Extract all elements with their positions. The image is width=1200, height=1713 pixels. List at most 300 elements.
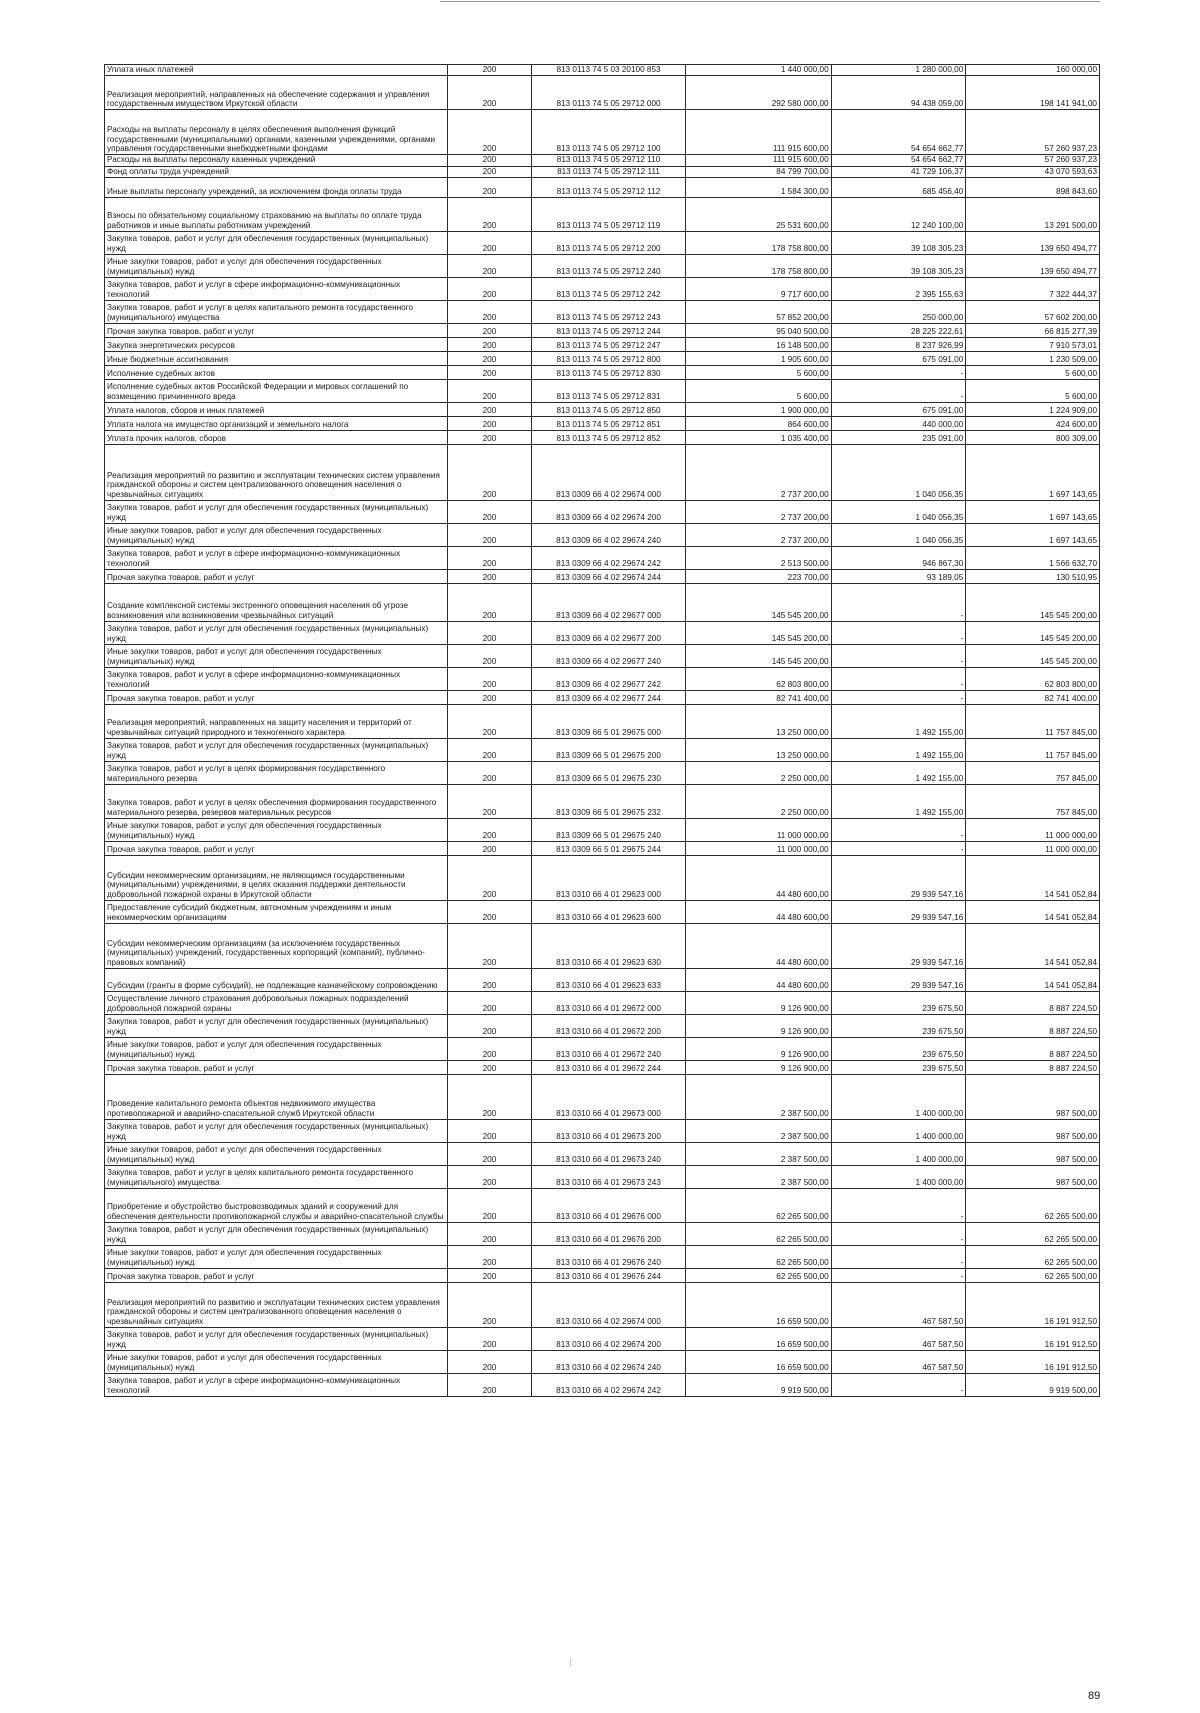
cell-rest: 8 887 224,50 <box>966 991 1100 1014</box>
cell-fact: 467 587,50 <box>831 1327 966 1350</box>
cell-rest: 1 697 143,65 <box>966 500 1100 523</box>
budget-sheet <box>104 64 1100 1397</box>
cell-rest: 1 224 909,00 <box>966 402 1100 416</box>
cell-fact: 685 456,40 <box>831 177 966 197</box>
cell-kbk: 813 0310 66 4 02 29674 240 <box>532 1350 686 1373</box>
cell-kbk: 813 0113 74 5 05 29712 112 <box>532 177 686 197</box>
cell-fact: - <box>831 621 966 644</box>
table-row <box>105 1014 1100 1037</box>
table-row <box>105 365 1100 379</box>
cell-kbk: 813 0310 66 4 01 29623 600 <box>532 900 686 923</box>
cell-name: Проведение капитального ремонта объектов недвижимого имущества противопожарной и аварийно-спасательной служб Иркутской области <box>105 1074 448 1119</box>
cell-plan: 57 852 200,00 <box>685 300 831 323</box>
cell-plan: 16 148 500,00 <box>685 337 831 351</box>
cell-name: Иные закупки товаров, работ и услуг для обеспечения государственных (муниципальных) нужд <box>105 1142 448 1165</box>
cell-kbk: 813 0309 66 4 02 29674 200 <box>532 500 686 523</box>
cell-fact: 1 040 056,35 <box>831 523 966 546</box>
cell-rest: 11 000 000,00 <box>966 818 1100 841</box>
cell-kbk: 813 0113 74 5 05 29712 243 <box>532 300 686 323</box>
cell-rest: 5 600,00 <box>966 379 1100 402</box>
table-row <box>105 197 1100 231</box>
cell-kbk: 813 0113 74 5 05 29712 000 <box>532 76 686 110</box>
page-top-rule <box>440 1 1100 2</box>
table-row <box>105 704 1100 738</box>
cell-code: 200 <box>447 1014 531 1037</box>
cell-code: 200 <box>447 365 531 379</box>
cell-code: 200 <box>447 337 531 351</box>
cell-rest: 11 757 845,00 <box>966 738 1100 761</box>
cell-plan: 2 387 500,00 <box>685 1119 831 1142</box>
cell-name: Расходы на выплаты персоналу в целях обеспечения выполнения функций государственными (муниципальными) органами, казенными учреждениями, органами управления государственными внебюджетными фондами <box>105 110 448 155</box>
cell-fact: 467 587,50 <box>831 1350 966 1373</box>
cell-kbk: 813 0113 74 5 05 29712 247 <box>532 337 686 351</box>
cell-rest: 1 697 143,65 <box>966 444 1100 500</box>
table-row <box>105 379 1100 402</box>
cell-plan: 2 513 500,00 <box>685 546 831 569</box>
cell-name: Закупка товаров, работ и услуг для обеспечения государственных (муниципальных) нужд <box>105 1119 448 1142</box>
cell-plan: 16 659 500,00 <box>685 1282 831 1327</box>
cell-plan: 1 584 300,00 <box>685 177 831 197</box>
table-row <box>105 923 1100 968</box>
cell-rest: 757 845,00 <box>966 761 1100 784</box>
cell-name: Прочая закупка товаров, работ и услуг <box>105 569 448 583</box>
cell-fact: - <box>831 1188 966 1222</box>
page-number: 89 <box>1088 1690 1101 1702</box>
cell-code: 200 <box>447 1142 531 1165</box>
table-row <box>105 416 1100 430</box>
cell-kbk: 813 0309 66 4 02 29677 240 <box>532 644 686 667</box>
cell-rest: 160 000,00 <box>966 65 1100 76</box>
cell-fact: - <box>831 379 966 402</box>
cell-rest: 424 600,00 <box>966 416 1100 430</box>
cell-fact: 675 091,00 <box>831 402 966 416</box>
cell-plan: 82 741 400,00 <box>685 690 831 704</box>
cell-kbk: 813 0309 66 5 01 29675 000 <box>532 704 686 738</box>
cell-code: 200 <box>447 968 531 991</box>
cell-rest: 57 260 937,23 <box>966 110 1100 155</box>
cell-fact: 29 939 547,16 <box>831 968 966 991</box>
cell-kbk: 813 0310 66 4 01 29673 200 <box>532 1119 686 1142</box>
cell-code: 200 <box>447 583 531 621</box>
cell-kbk: 813 0113 74 5 05 29712 100 <box>532 110 686 155</box>
cell-fact: - <box>831 365 966 379</box>
cell-name: Осуществление личного страхования добровольных пожарных подразделений добровольной пожарной охраны <box>105 991 448 1014</box>
cell-plan: 44 480 600,00 <box>685 923 831 968</box>
cell-fact: - <box>831 667 966 690</box>
cell-code: 200 <box>447 1350 531 1373</box>
cell-kbk: 813 0310 66 4 01 29672 200 <box>532 1014 686 1037</box>
cell-name: Иные закупки товаров, работ и услуг для обеспечения государственных (муниципальных) нужд <box>105 644 448 667</box>
cell-fact: 250 000,00 <box>831 300 966 323</box>
cell-rest: 8 887 224,50 <box>966 1060 1100 1074</box>
cell-code: 200 <box>447 197 531 231</box>
cell-name: Субсидии некоммерческим организациям, не являющимся государственными (муниципальными) учреждениями, в целях оказания поддержки деятельности добровольной пожарной охраны в Иркутской области <box>105 855 448 900</box>
cell-code: 200 <box>447 1074 531 1119</box>
cell-name: Закупка товаров, работ и услуг для обеспечения государственных (муниципальных) нужд <box>105 621 448 644</box>
cell-plan: 178 758 800,00 <box>685 254 831 277</box>
table-row <box>105 644 1100 667</box>
cell-name: Исполнение судебных актов Российской Федерации и мировых соглашений по возмещению причиненного вреда <box>105 379 448 402</box>
table-row <box>105 1268 1100 1282</box>
cell-plan: 2 387 500,00 <box>685 1142 831 1165</box>
cell-name: Иные закупки товаров, работ и услуг для обеспечения государственных (муниципальных) нужд <box>105 523 448 546</box>
cell-name: Иные закупки товаров, работ и услуг для обеспечения государственных (муниципальных) нужд <box>105 1037 448 1060</box>
cell-rest: 62 265 500,00 <box>966 1188 1100 1222</box>
cell-kbk: 813 0310 66 4 01 29676 000 <box>532 1188 686 1222</box>
cell-code: 200 <box>447 402 531 416</box>
cell-kbk: 813 0309 66 4 02 29677 200 <box>532 621 686 644</box>
cell-rest: 57 602 200,00 <box>966 300 1100 323</box>
cell-rest: 66 815 277,39 <box>966 323 1100 337</box>
cell-plan: 2 737 200,00 <box>685 500 831 523</box>
cell-plan: 62 265 500,00 <box>685 1188 831 1222</box>
cell-plan: 62 265 500,00 <box>685 1268 831 1282</box>
cell-fact: 1 280 000,00 <box>831 65 966 76</box>
cell-name: Прочая закупка товаров, работ и услуг <box>105 690 448 704</box>
cell-code: 200 <box>447 110 531 155</box>
table-row <box>105 337 1100 351</box>
cell-plan: 62 265 500,00 <box>685 1245 831 1268</box>
cell-fact: 1 400 000,00 <box>831 1165 966 1188</box>
table-row <box>105 76 1100 110</box>
cell-rest: 14 541 052,84 <box>966 968 1100 991</box>
cell-rest: 16 191 912,50 <box>966 1327 1100 1350</box>
cell-kbk: 813 0309 66 4 02 29677 242 <box>532 667 686 690</box>
cell-name: Создание комплексной системы экстренного оповещения населения об угрозе возникновения или возникновении чрезвычайных ситуаций <box>105 583 448 621</box>
cell-code: 200 <box>447 254 531 277</box>
cell-plan: 111 915 600,00 <box>685 155 831 166</box>
cell-plan: 84 799 700,00 <box>685 166 831 177</box>
cell-name: Закупка товаров, работ и услуг в сфере информационно-коммуникационных технологий <box>105 667 448 690</box>
cell-plan: 9 126 900,00 <box>685 1014 831 1037</box>
cell-fact: 1 492 155,00 <box>831 738 966 761</box>
cell-kbk: 813 0113 74 5 05 29712 831 <box>532 379 686 402</box>
cell-code: 200 <box>447 1222 531 1245</box>
cell-rest: 11 000 000,00 <box>966 841 1100 855</box>
table-row <box>105 1037 1100 1060</box>
table-row <box>105 1188 1100 1222</box>
cell-name: Закупка товаров, работ и услуг в целях капитального ремонта государственного (муниципального) имущества <box>105 300 448 323</box>
cell-plan: 1 905 600,00 <box>685 351 831 365</box>
table-row <box>105 277 1100 300</box>
table-row <box>105 546 1100 569</box>
cell-rest: 82 741 400,00 <box>966 690 1100 704</box>
cell-plan: 292 580 000,00 <box>685 76 831 110</box>
cell-name: Уплата иных платежей <box>105 65 448 76</box>
cell-kbk: 813 0113 74 5 05 29712 240 <box>532 254 686 277</box>
cell-plan: 9 126 900,00 <box>685 1060 831 1074</box>
cell-fact: 1 492 155,00 <box>831 761 966 784</box>
cell-rest: 62 265 500,00 <box>966 1268 1100 1282</box>
cell-fact: 28 225 222,61 <box>831 323 966 337</box>
table-row <box>105 300 1100 323</box>
budget-execution-table <box>104 64 1100 1397</box>
cell-kbk: 813 0309 66 5 01 29675 244 <box>532 841 686 855</box>
cell-code: 200 <box>447 621 531 644</box>
cell-rest: 14 541 052,84 <box>966 855 1100 900</box>
table-row <box>105 1373 1100 1396</box>
table-row <box>105 155 1100 166</box>
cell-code: 200 <box>447 1119 531 1142</box>
cell-fact: 93 189,05 <box>831 569 966 583</box>
cell-kbk: 813 0113 74 5 05 29712 111 <box>532 166 686 177</box>
table-row <box>105 583 1100 621</box>
cell-code: 200 <box>447 500 531 523</box>
cell-code: 200 <box>447 690 531 704</box>
cell-code: 200 <box>447 569 531 583</box>
cell-code: 200 <box>447 416 531 430</box>
cell-name: Закупка товаров, работ и услуг в целях капитального ремонта государственного (муниципального) имущества <box>105 1165 448 1188</box>
table-row <box>105 841 1100 855</box>
cell-code: 200 <box>447 351 531 365</box>
cell-rest: 16 191 912,50 <box>966 1350 1100 1373</box>
cell-rest: 7 322 444,37 <box>966 277 1100 300</box>
cell-plan: 1 900 000,00 <box>685 402 831 416</box>
cell-fact: 1 492 155,00 <box>831 784 966 818</box>
cell-name: Фонд оплаты труда учреждений <box>105 166 448 177</box>
cell-name: Уплата прочих налогов, сборов <box>105 430 448 444</box>
cell-kbk: 813 0113 74 5 05 29712 200 <box>532 231 686 254</box>
cell-name: Закупка товаров, работ и услуг для обеспечения государственных (муниципальных) нужд <box>105 1222 448 1245</box>
cell-fact: 94 438 059,00 <box>831 76 966 110</box>
cell-name: Закупка товаров, работ и услуг в сфере информационно-коммуникационных технологий <box>105 277 448 300</box>
cell-fact: - <box>831 583 966 621</box>
cell-kbk: 813 0113 74 5 05 29712 119 <box>532 197 686 231</box>
cell-kbk: 813 0113 74 5 05 29712 800 <box>532 351 686 365</box>
cell-fact: 239 675,50 <box>831 1037 966 1060</box>
cell-kbk: 813 0309 66 4 02 29674 000 <box>532 444 686 500</box>
cell-code: 200 <box>447 523 531 546</box>
cell-code: 200 <box>447 1373 531 1396</box>
table-row <box>105 177 1100 197</box>
cell-plan: 1 035 400,00 <box>685 430 831 444</box>
table-row <box>105 761 1100 784</box>
table-row <box>105 667 1100 690</box>
cell-name: Иные бюджетные ассигнования <box>105 351 448 365</box>
cell-kbk: 813 0309 66 4 02 29677 000 <box>532 583 686 621</box>
cell-kbk: 813 0310 66 4 01 29673 240 <box>532 1142 686 1165</box>
cell-code: 200 <box>447 166 531 177</box>
cell-rest: 14 541 052,84 <box>966 923 1100 968</box>
table-row <box>105 968 1100 991</box>
cell-name: Иные закупки товаров, работ и услуг для обеспечения государственных (муниципальных) нужд <box>105 818 448 841</box>
cell-code: 200 <box>447 1165 531 1188</box>
cell-name: Уплата налога на имущество организаций и земельного налога <box>105 416 448 430</box>
cell-kbk: 813 0309 66 4 02 29677 244 <box>532 690 686 704</box>
cell-code: 200 <box>447 923 531 968</box>
cell-name: Закупка товаров, работ и услуг для обеспечения государственных (муниципальных) нужд <box>105 231 448 254</box>
cell-name: Субсидии некоммерческим организациям (за исключением государственных (муниципальных) учреждений, государственных корпораций (компаний), публично-правовых компаний) <box>105 923 448 968</box>
cell-code: 200 <box>447 738 531 761</box>
cell-kbk: 813 0310 66 4 02 29674 200 <box>532 1327 686 1350</box>
table-row <box>105 500 1100 523</box>
cell-fact: 54 654 662,77 <box>831 155 966 166</box>
cell-plan: 9 126 900,00 <box>685 1037 831 1060</box>
cell-code: 200 <box>447 900 531 923</box>
cell-code: 200 <box>447 430 531 444</box>
cell-fact: - <box>831 644 966 667</box>
cell-fact: 239 675,50 <box>831 991 966 1014</box>
cell-plan: 223 700,00 <box>685 569 831 583</box>
cell-name: Закупка товаров, работ и услуг для обеспечения государственных (муниципальных) нужд <box>105 738 448 761</box>
cell-fact: 1 400 000,00 <box>831 1142 966 1165</box>
cell-plan: 16 659 500,00 <box>685 1327 831 1350</box>
cell-plan: 9 126 900,00 <box>685 991 831 1014</box>
cell-kbk: 813 0309 66 4 02 29674 242 <box>532 546 686 569</box>
table-row <box>105 1222 1100 1245</box>
cell-code: 200 <box>447 761 531 784</box>
cell-rest: 139 650 494,77 <box>966 231 1100 254</box>
cell-fact: 12 240 100,00 <box>831 197 966 231</box>
cell-kbk: 813 0113 74 5 05 29712 244 <box>532 323 686 337</box>
cell-name: Расходы на выплаты персоналу казенных учреждений <box>105 155 448 166</box>
table-row <box>105 1350 1100 1373</box>
cell-fact: 29 939 547,16 <box>831 923 966 968</box>
cell-fact: 946 867,30 <box>831 546 966 569</box>
cell-fact: - <box>831 1245 966 1268</box>
cell-kbk: 813 0310 66 4 01 29672 244 <box>532 1060 686 1074</box>
cell-kbk: 813 0309 66 5 01 29675 230 <box>532 761 686 784</box>
cell-rest: 145 545 200,00 <box>966 583 1100 621</box>
cell-fact: - <box>831 1373 966 1396</box>
cell-name: Закупка товаров, работ и услуг для обеспечения государственных (муниципальных) нужд <box>105 1327 448 1350</box>
cell-name: Закупка товаров, работ и услуг в сфере информационно-коммуникационных технологий <box>105 546 448 569</box>
cell-fact: 235 091,00 <box>831 430 966 444</box>
cell-name: Иные закупки товаров, работ и услуг для обеспечения государственных (муниципальных) нужд <box>105 1350 448 1373</box>
cell-code: 200 <box>447 841 531 855</box>
cell-name: Закупка товаров, работ и услуг для обеспечения государственных (муниципальных) нужд <box>105 500 448 523</box>
table-row <box>105 855 1100 900</box>
cell-code: 200 <box>447 1282 531 1327</box>
cell-kbk: 813 0309 66 5 01 29675 200 <box>532 738 686 761</box>
cell-fact: 675 091,00 <box>831 351 966 365</box>
table-row <box>105 444 1100 500</box>
cell-fact: 1 400 000,00 <box>831 1119 966 1142</box>
cell-rest: 62 803 800,00 <box>966 667 1100 690</box>
cell-code: 200 <box>447 277 531 300</box>
cell-code: 200 <box>447 323 531 337</box>
cell-kbk: 813 0309 66 4 02 29674 244 <box>532 569 686 583</box>
cell-rest: 757 845,00 <box>966 784 1100 818</box>
budget-table-body <box>105 65 1100 1397</box>
cell-name: Прочая закупка товаров, работ и услуг <box>105 1268 448 1282</box>
cell-rest: 198 141 941,00 <box>966 76 1100 110</box>
cell-plan: 13 250 000,00 <box>685 738 831 761</box>
cell-plan: 5 600,00 <box>685 365 831 379</box>
cell-kbk: 813 0113 74 5 05 29712 830 <box>532 365 686 379</box>
table-row <box>105 1119 1100 1142</box>
cell-plan: 2 737 200,00 <box>685 444 831 500</box>
cell-plan: 13 250 000,00 <box>685 704 831 738</box>
cell-name: Исполнение судебных актов <box>105 365 448 379</box>
cell-fact: 39 108 305,23 <box>831 254 966 277</box>
cell-name: Реализация мероприятий по развитию и эксплуатации технических систем управления гражданской обороны и систем централизованного оповещения населения о чрезвычайных ситуациях <box>105 1282 448 1327</box>
table-row <box>105 1282 1100 1327</box>
cell-rest: 898 843,60 <box>966 177 1100 197</box>
table-row <box>105 818 1100 841</box>
table-row <box>105 621 1100 644</box>
table-row <box>105 569 1100 583</box>
cell-plan: 44 480 600,00 <box>685 855 831 900</box>
cell-plan: 111 915 600,00 <box>685 110 831 155</box>
cell-plan: 1 440 000,00 <box>685 65 831 76</box>
cell-kbk: 813 0310 66 4 01 29623 630 <box>532 923 686 968</box>
cell-name: Реализация мероприятий, направленных на обеспечение содержания и управления государственным имуществом Иркутской области <box>105 76 448 110</box>
cell-rest: 1 697 143,65 <box>966 523 1100 546</box>
cell-name: Реализация мероприятий, направленных на защиту населения и территорий от чрезвычайных ситуаций природного и техногенного характера <box>105 704 448 738</box>
cell-kbk: 813 0113 74 5 05 29712 242 <box>532 277 686 300</box>
cell-rest: 987 500,00 <box>966 1074 1100 1119</box>
cell-fact: 29 939 547,16 <box>831 900 966 923</box>
cell-code: 200 <box>447 704 531 738</box>
table-row <box>105 1165 1100 1188</box>
cell-plan: 11 000 000,00 <box>685 818 831 841</box>
cell-rest: 11 757 845,00 <box>966 704 1100 738</box>
cell-rest: 145 545 200,00 <box>966 644 1100 667</box>
cell-rest: 139 650 494,77 <box>966 254 1100 277</box>
cell-fact: 239 675,50 <box>831 1060 966 1074</box>
cell-fact: - <box>831 1268 966 1282</box>
cell-code: 200 <box>447 991 531 1014</box>
cell-rest: 62 265 500,00 <box>966 1222 1100 1245</box>
cell-kbk: 813 0310 66 4 01 29673 243 <box>532 1165 686 1188</box>
cell-plan: 2 387 500,00 <box>685 1165 831 1188</box>
cell-plan: 9 919 500,00 <box>685 1373 831 1396</box>
cell-plan: 2 250 000,00 <box>685 784 831 818</box>
cell-fact: 440 000,00 <box>831 416 966 430</box>
cell-name: Предоставление субсидий бюджетным, автономным учреждениям и иным некоммерческим организациям <box>105 900 448 923</box>
cell-plan: 5 600,00 <box>685 379 831 402</box>
cell-name: Прочая закупка товаров, работ и услуг <box>105 323 448 337</box>
cell-kbk: 813 0310 66 4 01 29676 244 <box>532 1268 686 1282</box>
cell-plan: 178 758 800,00 <box>685 231 831 254</box>
cell-plan: 9 717 600,00 <box>685 277 831 300</box>
table-row <box>105 323 1100 337</box>
cell-name: Иные закупки товаров, работ и услуг для обеспечения государственных (муниципальных) нужд <box>105 1245 448 1268</box>
cell-kbk: 813 0309 66 4 02 29674 240 <box>532 523 686 546</box>
cell-kbk: 813 0310 66 4 01 29672 000 <box>532 991 686 1014</box>
cell-plan: 62 803 800,00 <box>685 667 831 690</box>
table-row <box>105 351 1100 365</box>
cell-rest: 43 070 593,63 <box>966 166 1100 177</box>
cell-code: 200 <box>447 155 531 166</box>
table-row <box>105 231 1100 254</box>
cell-fact: 239 675,50 <box>831 1014 966 1037</box>
cell-kbk: 813 0113 74 5 05 29712 852 <box>532 430 686 444</box>
cell-code: 200 <box>447 444 531 500</box>
cell-kbk: 813 0310 66 4 01 29672 240 <box>532 1037 686 1060</box>
cell-fact: 1 040 056,35 <box>831 444 966 500</box>
cell-plan: 864 600,00 <box>685 416 831 430</box>
cell-plan: 2 387 500,00 <box>685 1074 831 1119</box>
cell-rest: 13 291 500,00 <box>966 197 1100 231</box>
cell-fact: 1 040 056,35 <box>831 500 966 523</box>
cell-name: Взносы по обязательному социальному страхованию на выплаты по оплате труда работников и иные выплаты работникам учреждений <box>105 197 448 231</box>
cell-name: Субсидии (гранты в форме субсидий), не подлежащие казначейскому сопровождению <box>105 968 448 991</box>
cell-rest: 1 230 509,00 <box>966 351 1100 365</box>
cell-name: Иные закупки товаров, работ и услуг для обеспечения государственных (муниципальных) нужд <box>105 254 448 277</box>
table-row <box>105 402 1100 416</box>
table-row <box>105 254 1100 277</box>
cell-rest: 5 600,00 <box>966 365 1100 379</box>
cell-rest: 16 191 912,50 <box>966 1282 1100 1327</box>
cell-kbk: 813 0113 74 5 05 29712 851 <box>532 416 686 430</box>
cell-kbk: 813 0310 66 4 01 29676 200 <box>532 1222 686 1245</box>
cell-code: 200 <box>447 1268 531 1282</box>
cell-code: 200 <box>447 546 531 569</box>
cell-rest: 7 910 573,01 <box>966 337 1100 351</box>
cell-plan: 2 250 000,00 <box>685 761 831 784</box>
